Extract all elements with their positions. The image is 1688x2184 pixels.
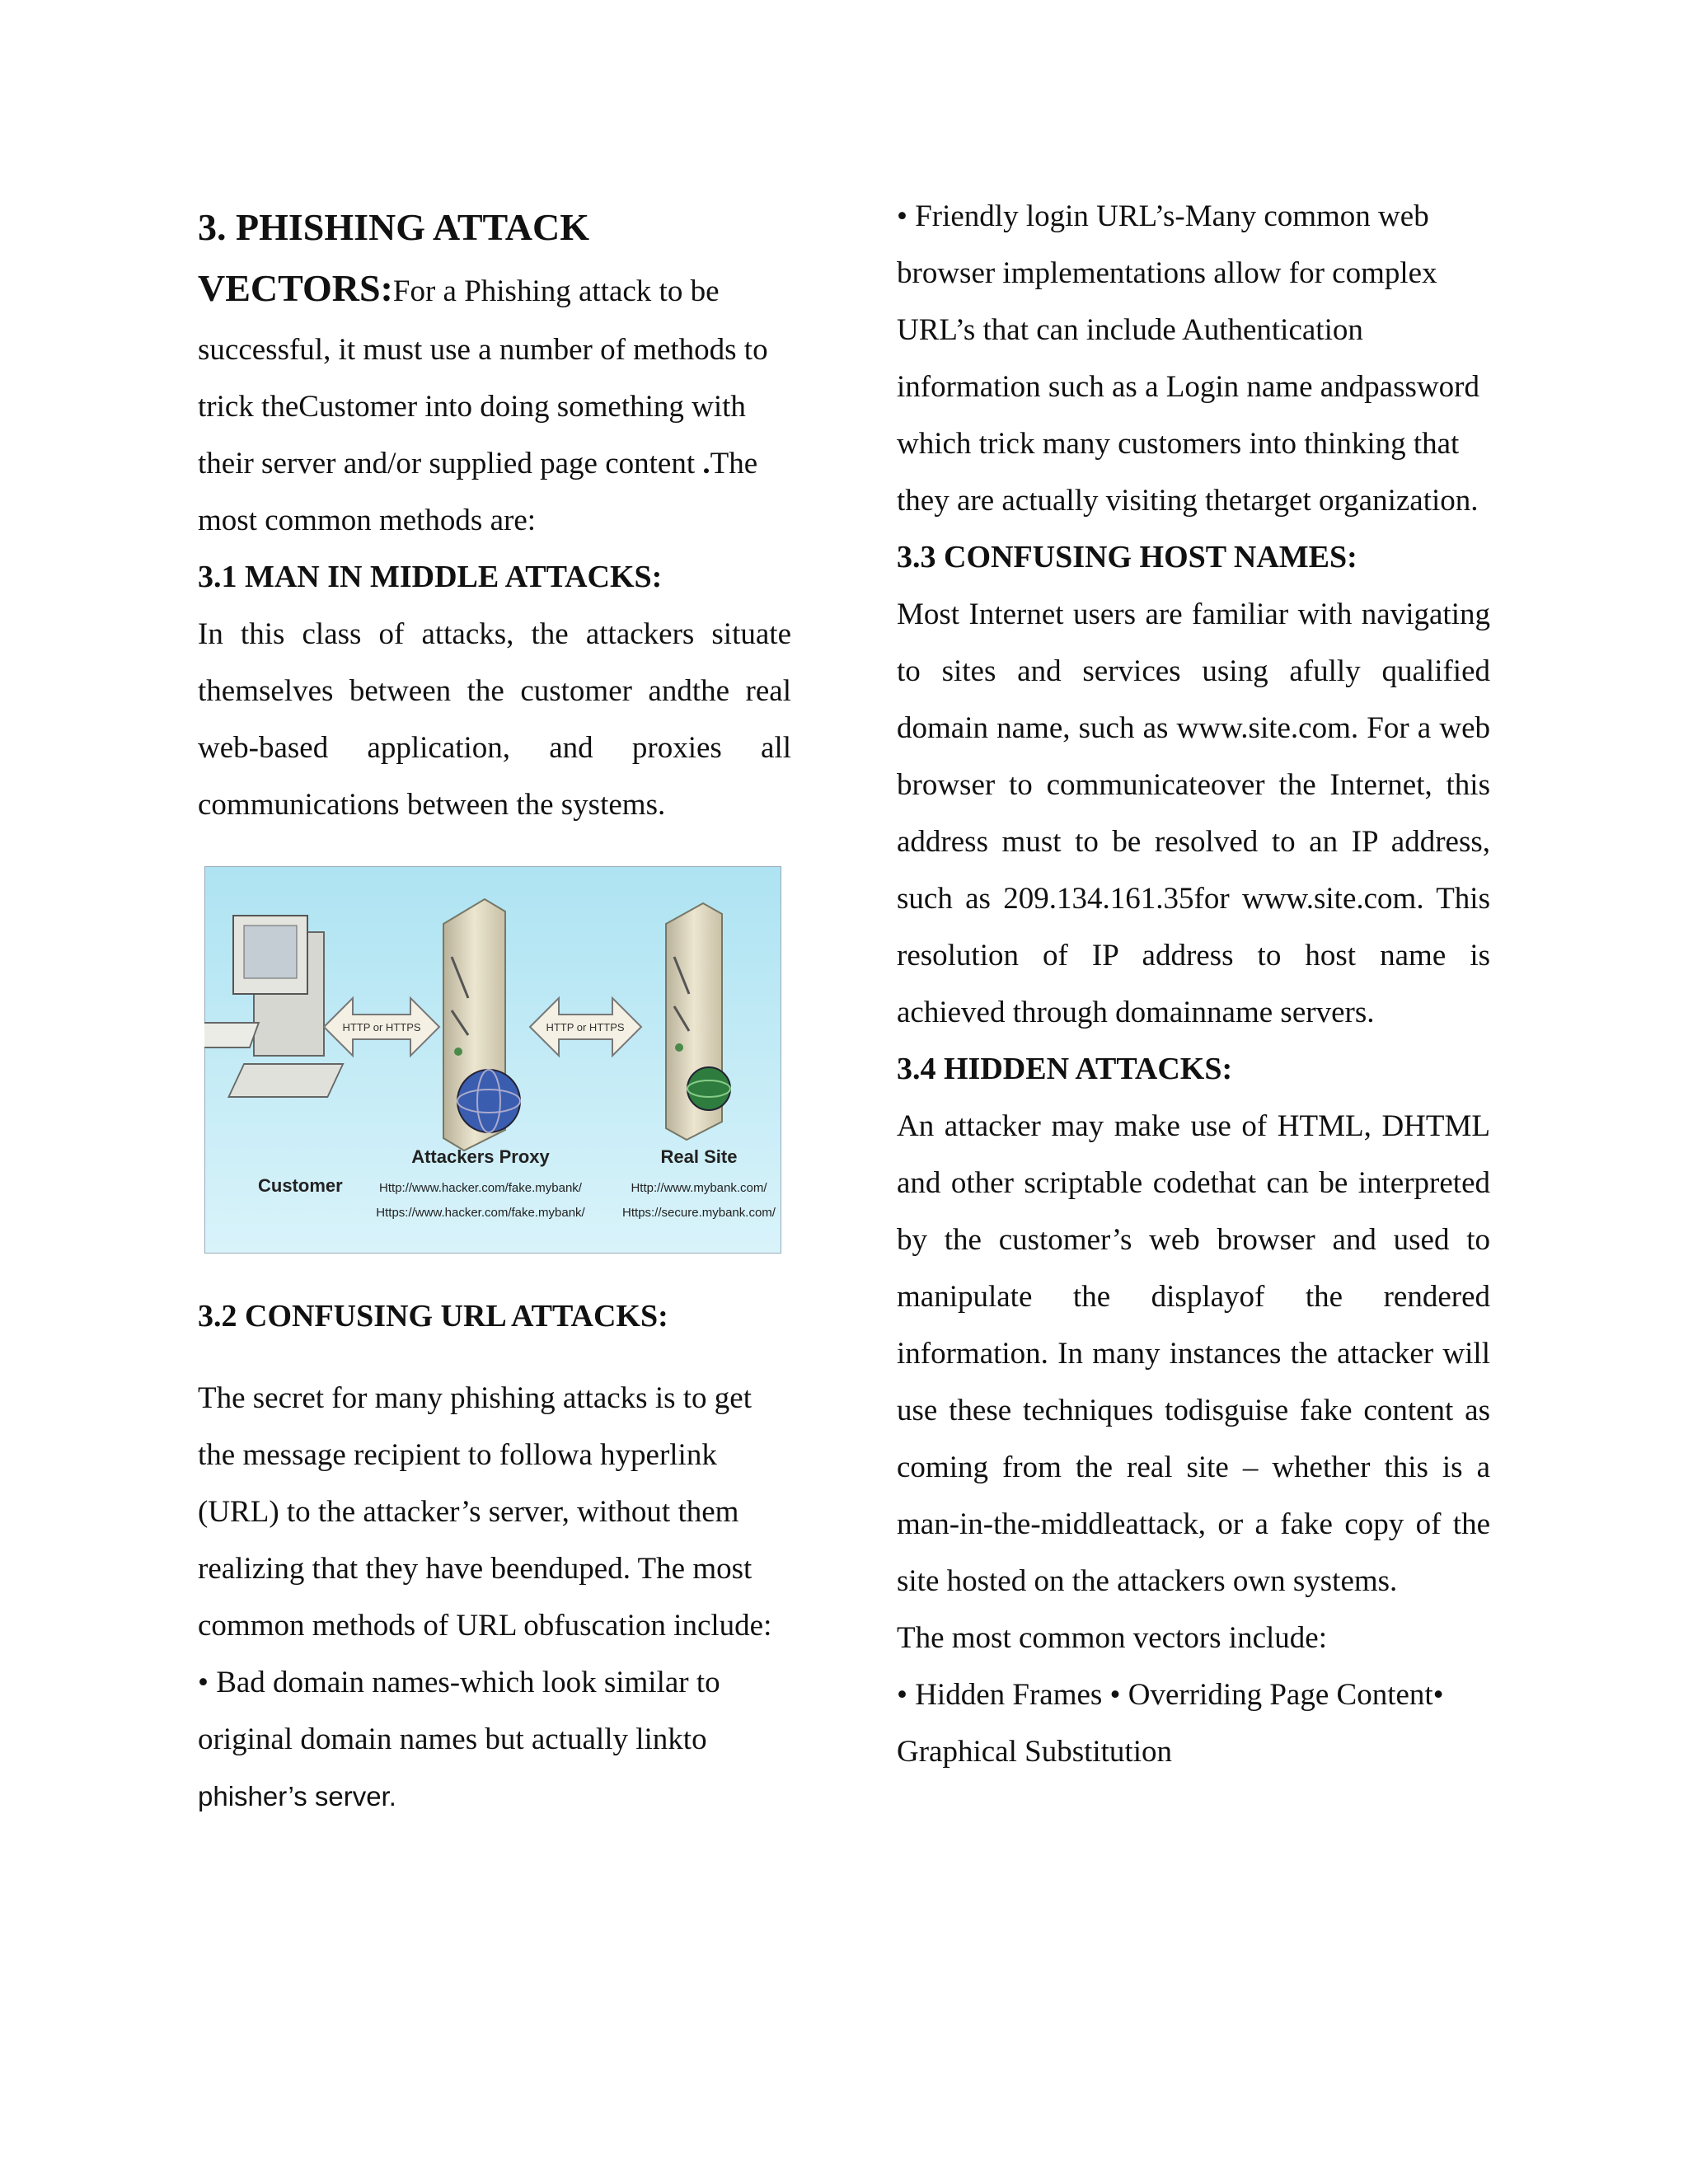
section-3-4-heading: 3.4 HIDDEN ATTACKS: (897, 1052, 1233, 1086)
section-3-2-body: The secret for many phishing attacks is to get the message recipient to followa hyperlink (URL) to the attacker’s server, without them realizing that they have beenduped. The most common methods of URL obfuscation include: (198, 1381, 772, 1643)
section-3-title-line-2: VECTORS: (198, 267, 393, 309)
section-3-intro-dot: . (695, 447, 710, 480)
real-site-url-1: Http://www.mybank.com/ (631, 1181, 767, 1195)
real-site-server-icon (666, 903, 730, 1140)
mitm-diagram (204, 866, 781, 1254)
section-3-intro-tail: For a Phishing attack to be (392, 274, 720, 308)
section-3-3-heading: 3.3 CONFUSING HOST NAMES: (897, 540, 1357, 574)
section-3-intro-end: The most common methods are: (198, 447, 758, 537)
mitm-diagram-figure (204, 866, 781, 1254)
left-column (198, 196, 791, 1825)
proxy-url-1: Http://www.hacker.com/fake.mybank/ (379, 1181, 582, 1195)
section-3-intro-first-line (198, 259, 791, 321)
real-site-url-2: Https://secure.mybank.com/ (622, 1206, 776, 1220)
section-3-4-list-intro: The most common vectors include: (897, 1621, 1327, 1655)
section-3-2-bullet: • Bad domain names-which look similar to original domain names but actually linkto (198, 1666, 720, 1756)
customer-label: Customer (258, 1175, 343, 1196)
section-3-intro-text: successful, it must use a number of methods to trick theCustomer into doing something with their server and/or supplied page content (198, 333, 768, 480)
proxy-label: Attackers Proxy (411, 1146, 550, 1167)
section-3-2-heading: 3.2 CONFUSING URL ATTACKS: (198, 1299, 668, 1333)
section-3-intro (198, 321, 791, 549)
arrow-2-label: HTTP or HTTPS (546, 1021, 625, 1033)
section-3-2-bullet-end: phisher’s server. (198, 1781, 396, 1811)
arrow-1-label: HTTP or HTTPS (342, 1021, 421, 1033)
real-site-label: Real Site (660, 1146, 738, 1167)
section-3-1-heading: 3.1 MAN IN MIDDLE ATTACKS: (198, 560, 663, 594)
section-3-4-list: • Hidden Frames • Overriding Page Content• Graphical Substitution (897, 1678, 1444, 1769)
proxy-url-2: Https://www.hacker.com/fake.mybank/ (376, 1206, 585, 1220)
section-3-4-body: An attacker may make use of HTML, DHTML and other scriptable codethat can be interpreted by the customer’s web browser and used to manipulate the displayof the rendered information. In many instances the attacker will use these techniques todisguise fake content as coming from the real site – whether this is a man-in-the-middleattack, or a fake copy of the site hosted on the attackers own systems. (897, 1109, 1490, 1598)
right-column (897, 188, 1490, 1780)
friendly-login-bullet: • Friendly login URL’s-Many common web browser implementations allow for complex URL’s that can include Authentication information such as a Login name andpassword which trick many customers into thinking that they are actually visiting thetarget organization. (897, 199, 1479, 518)
section-3-title-line-1: 3. PHISHING ATTACK (198, 206, 589, 248)
section-3-1-body: In this class of attacks, the attackers situate themselves between the customer andthe real web-based application, and proxies all communications between the systems. (198, 617, 791, 822)
section-3-3-body: Most Internet users are familiar with navigating to sites and services using afully qualified domain name, such as www.site.com. For a web browser to communicateover the Internet, this address must to be resolved to an IP address, such as 209.134.161.35for www.site.com. This resolution of IP address to host name is achieved through domainname servers. (897, 598, 1490, 1029)
